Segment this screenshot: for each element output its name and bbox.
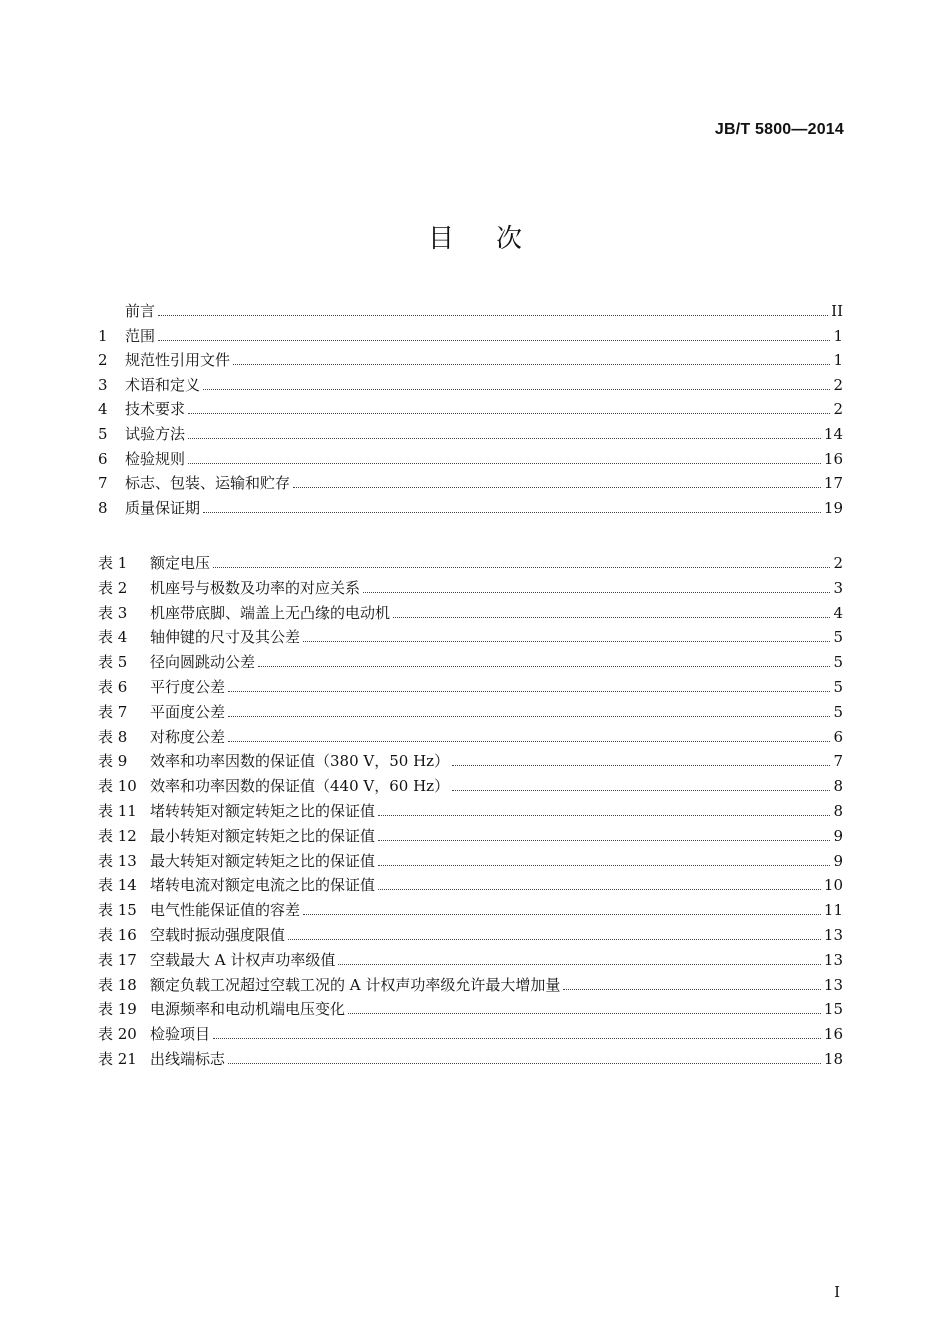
toc-entry-number: 表 19 [98, 1000, 137, 1019]
toc-entry-page: 3 [833, 578, 843, 597]
toc-table-entry[interactable] [98, 895, 843, 919]
dot-leader [188, 413, 830, 414]
toc-entry-number: 4 [98, 400, 108, 419]
toc-table-entry[interactable] [98, 920, 843, 944]
toc-entry-label: 标志、包装、运输和贮存 [125, 474, 291, 493]
toc-entry-number: 3 [98, 375, 108, 394]
toc-entry-number: 表 17 [98, 950, 137, 969]
toc-section-entry[interactable] [98, 444, 843, 468]
toc-entry-label: 检验规则 [125, 449, 186, 468]
toc-entry-number: 表 8 [98, 727, 128, 746]
toc-entry-page: 19 [823, 498, 843, 517]
toc-entry-page: 11 [823, 901, 843, 920]
toc-entry-label: 最小转矩对额定转矩之比的保证值 [150, 826, 376, 845]
toc-entry-number: 表 4 [98, 628, 128, 647]
toc-entry-label: 试验方法 [125, 425, 186, 443]
toc-entry-page: 9 [833, 826, 843, 845]
toc-entry-number: 表 6 [98, 678, 128, 696]
toc-entry-page: 13 [823, 926, 843, 944]
toc-entry-page: 16 [823, 449, 843, 468]
dot-leader [188, 463, 821, 464]
standard-code: JB/T 5800—2014 [714, 121, 844, 138]
toc-entry-number: 表 15 [98, 901, 137, 920]
dot-leader [203, 389, 830, 390]
toc-entry-label: 径向圆跳动公差 [150, 653, 256, 672]
toc-entry-label: 空载时振动强度限值 [150, 926, 286, 944]
toc-entry-number: 表 12 [98, 826, 137, 845]
toc-entry-label: 术语和定义 [125, 375, 201, 394]
dot-leader [303, 641, 830, 642]
toc-entry-number: 表 14 [98, 876, 137, 895]
toc-entry-page: 1 [833, 351, 843, 370]
dot-leader [452, 765, 830, 766]
dot-leader [258, 666, 830, 667]
toc-entry-number: 表 7 [98, 702, 128, 721]
dot-leader [378, 889, 821, 890]
toc-entry-label: 额定负载工况超过空载工况的 A 计权声功率级允许最大增加量 [150, 975, 561, 994]
toc-entry-page: 5 [833, 628, 843, 647]
toc-entry-label: 对称度公差 [150, 727, 226, 746]
dot-leader [363, 592, 830, 593]
toc-table-entry[interactable] [98, 1044, 843, 1068]
toc-table-entry[interactable] [98, 647, 843, 671]
toc-entry-page: 5 [833, 653, 843, 672]
toc-table-entry[interactable] [98, 821, 843, 845]
toc-entry-page: 8 [833, 777, 843, 796]
toc-table-entry[interactable] [98, 1019, 843, 1043]
toc-entry-label: 电源频率和电动机端电压变化 [150, 1000, 346, 1019]
toc-entry-page: 15 [823, 1000, 843, 1019]
toc-entry-number: 表 3 [98, 603, 128, 622]
toc-table-entry[interactable] [98, 945, 843, 969]
dot-leader [288, 939, 821, 940]
toc-entry-page: 18 [823, 1050, 843, 1068]
toc-entry-number: 表 9 [98, 752, 128, 771]
dot-leader [213, 1038, 821, 1039]
dot-leader [303, 914, 821, 915]
toc-section-entry[interactable] [98, 321, 843, 345]
toc-entry-label: 检验项目 [150, 1025, 211, 1044]
dot-leader [203, 512, 821, 513]
toc-entry-page: 5 [833, 678, 843, 696]
toc-entry-label: 机座带底脚、端盖上无凸缘的电动机 [150, 603, 391, 622]
dot-leader [563, 989, 821, 990]
toc-entry-page: 14 [823, 425, 843, 443]
toc-entry-label: 堵转电流对额定电流之比的保证值 [150, 876, 376, 895]
toc-entry-page: 8 [833, 802, 843, 820]
toc-entry-number: 表 16 [98, 926, 137, 944]
toc-entry-label: 额定电压 [150, 554, 211, 572]
toc-section-entry[interactable] [98, 370, 843, 394]
toc-section-entry[interactable] [98, 419, 843, 443]
toc-entry-page: 13 [823, 950, 843, 969]
toc-entry-number: 表 21 [98, 1050, 137, 1068]
toc-entry-label: 效率和功率因数的保证值（380 V，50 Hz） [150, 752, 450, 771]
dot-leader [348, 1013, 821, 1014]
toc-table-entry[interactable] [98, 796, 843, 820]
toc-entry-number: 表 18 [98, 975, 137, 994]
dot-leader [228, 741, 830, 742]
dot-leader [158, 340, 830, 341]
toc-table-entry[interactable] [98, 970, 843, 994]
toc-entry-number: 表 1 [98, 554, 128, 572]
toc-entry-label: 最大转矩对额定转矩之比的保证值 [150, 851, 376, 870]
toc-section-entry[interactable] [98, 345, 843, 369]
toc-entry-page: 16 [823, 1025, 843, 1044]
toc-entry-page: II [831, 302, 843, 320]
dot-leader [233, 364, 830, 365]
toc-entry-page: 1 [833, 326, 843, 345]
dot-leader [228, 691, 830, 692]
dot-leader [378, 815, 830, 816]
toc-table-entry[interactable] [98, 672, 843, 696]
toc-entry-label: 机座号与极数及功率的对应关系 [150, 578, 361, 597]
toc-entry-label: 电气性能保证值的容差 [150, 901, 301, 920]
dot-leader [293, 487, 821, 488]
toc-entry-number: 1 [98, 326, 108, 345]
dot-leader [338, 964, 821, 965]
dot-leader [228, 716, 830, 717]
toc-entry-label: 堵转转矩对额定转矩之比的保证值 [150, 802, 376, 820]
dot-leader [213, 567, 830, 568]
dot-leader [378, 840, 830, 841]
toc-entry-number: 表 11 [98, 802, 137, 820]
page-number: I [834, 1283, 840, 1301]
toc-entry-number: 7 [98, 474, 108, 493]
toc-entry-label: 范围 [125, 326, 156, 345]
toc-table-entry[interactable] [98, 722, 843, 746]
toc-entry-number: 表 20 [98, 1025, 137, 1044]
toc-section-entry[interactable] [98, 296, 843, 320]
dot-leader [452, 790, 830, 791]
toc-entry-page: 9 [833, 851, 843, 870]
toc-entry-page: 10 [823, 876, 843, 895]
toc-entry-label: 出线端标志 [150, 1050, 226, 1068]
toc-entry-page: 2 [833, 375, 843, 394]
toc-entry-number: 表 13 [98, 851, 137, 870]
toc-entry-label: 轴伸键的尺寸及其公差 [150, 628, 301, 647]
toc-entry-page: 13 [823, 975, 843, 994]
toc-entry-page: 6 [833, 727, 843, 746]
toc-entry-page: 4 [833, 603, 843, 622]
toc-table-entry[interactable] [98, 622, 843, 646]
toc-title: 目次 [427, 224, 564, 254]
toc-entry-label: 前言 [125, 302, 156, 320]
toc-table-entry[interactable] [98, 573, 843, 597]
toc-entry-page: 17 [823, 474, 843, 493]
toc-entry-number: 表 10 [98, 777, 137, 796]
toc-table-entry[interactable] [98, 598, 843, 622]
toc-entry-label: 质量保证期 [125, 498, 201, 517]
toc-table-entry[interactable] [98, 771, 843, 795]
toc-entry-number: 表 2 [98, 578, 128, 597]
dot-leader [158, 315, 828, 316]
toc-entry-page: 2 [833, 554, 843, 572]
dot-leader [393, 617, 830, 618]
toc-table-entry[interactable] [98, 846, 843, 870]
toc-entry-label: 平面度公差 [150, 702, 226, 721]
toc-entry-page: 7 [833, 752, 843, 771]
toc-entry-number: 8 [98, 498, 108, 517]
toc-entry-label: 空载最大 A 计权声功率级值 [150, 950, 336, 969]
dot-leader [228, 1063, 821, 1064]
dot-leader [378, 865, 830, 866]
toc-entry-number: 5 [98, 425, 108, 443]
toc-entry-number: 2 [98, 351, 108, 370]
toc-entry-page: 2 [833, 400, 843, 419]
toc-entry-label: 平行度公差 [150, 678, 226, 696]
toc-entry-number: 6 [98, 449, 108, 468]
toc-table-entry[interactable] [98, 548, 843, 572]
toc-table-entry[interactable] [98, 697, 843, 721]
toc-entry-page: 5 [833, 702, 843, 721]
toc-entry-number: 表 5 [98, 653, 128, 672]
toc-table-entry[interactable] [98, 870, 843, 894]
toc-section-entry[interactable] [98, 493, 843, 517]
toc-section-entry[interactable] [98, 468, 843, 492]
toc-table-entry[interactable] [98, 994, 843, 1018]
toc-section-entry[interactable] [98, 394, 843, 418]
dot-leader [188, 438, 821, 439]
toc-entry-label: 效率和功率因数的保证值（440 V，60 Hz） [150, 777, 450, 796]
toc-entry-label: 技术要求 [125, 400, 186, 419]
toc-entry-label: 规范性引用文件 [125, 351, 231, 370]
toc-table-entry[interactable] [98, 746, 843, 770]
